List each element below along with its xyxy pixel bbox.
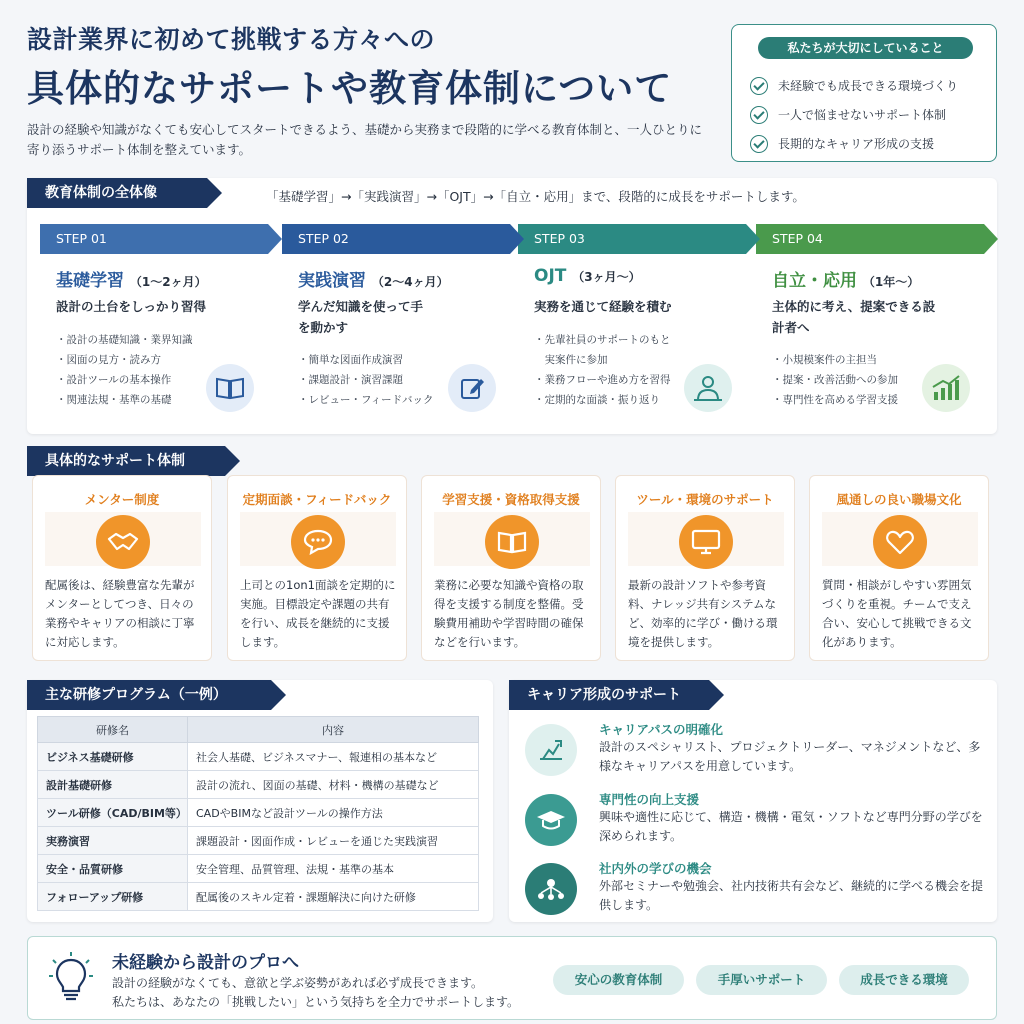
values-box <box>731 24 997 162</box>
step-point: ・設計ツールの基本操作 <box>56 374 172 386</box>
monitor-icon <box>679 515 733 569</box>
support-card-text: 最新の設計ソフトや参考資料、ナレッジ共有システムなど、効率的に学び・働ける環境を提供します。 <box>628 578 778 649</box>
step-card-02 <box>282 224 510 424</box>
step-point: ・専門性を高める学習支援 <box>772 394 898 406</box>
chat-icon <box>291 515 345 569</box>
values-item-text: 未経験でも成長できる環境づくり <box>778 79 959 93</box>
step-points <box>298 350 433 410</box>
growth-chart-icon <box>922 364 970 412</box>
footer-pill: 成長できる環境 <box>839 965 969 995</box>
table-cell: 社会人基礎、ビジネスマナー、報連相の基本など <box>188 743 479 771</box>
mentor-icon <box>684 364 732 412</box>
support-card-title: 定期面談・フィードバック <box>242 492 392 507</box>
values-item-text: 長期的なキャリア形成の支援 <box>778 137 935 151</box>
step-name <box>534 266 641 286</box>
step-name-text: OJT <box>534 266 567 286</box>
table-cell: フォローアップ研修 <box>38 883 188 911</box>
table-row <box>38 827 479 855</box>
support-card-title: メンター制度 <box>84 492 160 507</box>
step-point: ・図面の見方・読み方 <box>56 354 161 366</box>
support-card-text: 上司との1on1面談を定期的に実施。目標設定や課題の共有を行い、成長を継続的に支援します。 <box>240 578 396 649</box>
table-cell: 配属後のスキル定着・課題解決に向けた研修 <box>188 883 479 911</box>
step-number: STEP 01 <box>40 224 268 254</box>
table-cell: 設計の流れ、図面の基礎、材料・機構の基礎など <box>188 771 479 799</box>
table-cell: 安全・品質研修 <box>38 855 188 883</box>
step-duration: （2〜4ヶ月） <box>371 275 449 289</box>
graduation-cap-icon <box>525 794 577 846</box>
career-item-text: 外部セミナーや勉強会、社内技術共有会など、継続的に学べる機会を提供します。 <box>599 879 984 912</box>
step-tagline: 設計の土台をしっかり習得 <box>56 299 207 314</box>
footer-pill: 安心の教育体制 <box>553 965 684 995</box>
book-icon <box>206 364 254 412</box>
career-item-title: 社内外の学びの機会 <box>599 861 712 876</box>
step-name <box>772 266 919 291</box>
training-table <box>37 716 479 911</box>
step-points <box>534 330 671 410</box>
career-section-label: キャリア形成のサポート <box>509 680 709 710</box>
values-item <box>750 71 958 100</box>
step-points <box>772 350 898 410</box>
page-subtitle: 設計業界に初めて挑戦する方々への <box>27 25 436 54</box>
career-path-icon <box>525 724 577 776</box>
career-item-title: キャリアパスの明確化 <box>599 722 724 737</box>
step-card-03 <box>518 224 746 424</box>
step-points <box>56 330 193 410</box>
support-card-title: 風通しの良い職場文化 <box>836 492 962 507</box>
step-card-04 <box>756 224 984 424</box>
values-item <box>750 100 958 129</box>
lightbulb-icon <box>48 950 94 1010</box>
table-cell: CADやBIMなど設計ツールの操作方法 <box>188 799 479 827</box>
step-point: ・定期的な面談・振り返り <box>534 394 660 406</box>
table-cell: ビジネス基礎研修 <box>38 743 188 771</box>
step-point: ・先輩社員のサポートのもと <box>534 334 671 346</box>
table-cell: 実務演習 <box>38 827 188 855</box>
table-header: 研修名 <box>38 717 188 743</box>
footer-title: 未経験から設計のプロへ <box>112 953 299 973</box>
support-card-culture <box>809 475 989 661</box>
footer-text-line: 私たちは、あなたの「挑戦したい」という気持ちを全力でサポートします。 <box>112 995 520 1009</box>
step-name <box>56 266 207 291</box>
values-item <box>750 129 958 158</box>
footer-pill: 手厚いサポート <box>696 965 827 995</box>
page-description: 設計の経験や知識がなくても安心してスタートできるよう、基礎から実務まで段階的に学べる教育体制と、一人ひとりに寄り添うサポート体制を整えています。 <box>27 122 703 157</box>
career-item-text: 設計のスペシャリスト、プロジェクトリーダー、マネジメントなど、多様なキャリアパスを用意しています。 <box>599 740 981 773</box>
step-card-01 <box>40 224 268 424</box>
table-cell: ツール研修（CAD/BIM等） <box>38 799 188 827</box>
step-name-text: 自立・応用 <box>772 271 857 291</box>
table-cell: 設計基礎研修 <box>38 771 188 799</box>
step-duration: （3ヶ月〜） <box>572 270 641 284</box>
table-row <box>38 799 479 827</box>
education-intro: 「基礎学習」→「実践演習」→「OJT」→「自立・応用」まで、段階的に成長をサポートします。 <box>266 189 805 204</box>
edit-icon <box>448 364 496 412</box>
career-item-expertise <box>525 790 985 852</box>
check-circle-icon <box>750 106 768 124</box>
step-point: ・関連法規・基準の基礎 <box>56 394 172 406</box>
step-point: ・簡単な図面作成演習 <box>298 354 403 366</box>
check-circle-icon <box>750 77 768 95</box>
book-icon <box>485 515 539 569</box>
network-icon <box>525 863 577 915</box>
step-point: ・設計の基礎知識・業界知識 <box>56 334 193 346</box>
step-point: ・課題設計・演習課題 <box>298 374 403 386</box>
step-point: ・業務フローや進め方を習得 <box>534 374 671 386</box>
page-title: 具体的なサポートや教育体制について <box>27 67 673 110</box>
education-section-label: 教育体制の全体像 <box>27 178 207 208</box>
footer-text-line: 設計の経験がなくても、意欲と学ぶ姿勢があれば必ず成長できます。 <box>112 976 484 990</box>
table-row <box>38 883 479 911</box>
career-item-title: 専門性の向上支援 <box>599 792 700 807</box>
table-cell: 課題設計・図面作成・レビューを通じた実践演習 <box>188 827 479 855</box>
support-card-text: 質問・相談がしやすい雰囲気づくりを重視。チームで支え合い、安心して挑戦できる文化があります。 <box>822 578 972 649</box>
table-header-row <box>38 717 479 743</box>
step-number: STEP 03 <box>518 224 746 254</box>
heart-icon <box>873 515 927 569</box>
step-name-text: 基礎学習 <box>56 271 124 291</box>
handshake-icon <box>96 515 150 569</box>
step-tagline: 学んだ知識を使って手を動かす <box>298 299 424 335</box>
table-row <box>38 855 479 883</box>
career-item-path <box>525 720 985 782</box>
support-card-feedback <box>227 475 407 661</box>
support-card-mentor <box>32 475 212 661</box>
step-point: 実案件に参加 <box>534 354 608 366</box>
table-header: 内容 <box>188 717 479 743</box>
values-list <box>750 71 958 158</box>
table-row <box>38 743 479 771</box>
support-card-title: ツール・環境のサポート <box>636 492 774 507</box>
support-card-tools <box>615 475 795 661</box>
table-cell: 安全管理、品質管理、法規・基準の基本 <box>188 855 479 883</box>
values-item-text: 一人で悩ませないサポート体制 <box>778 108 947 122</box>
training-section-label: 主な研修プログラム（一例） <box>27 680 271 710</box>
step-duration: （1〜2ヶ月） <box>129 275 207 289</box>
career-item-text: 興味や適性に応じて、構造・機構・電気・ソフトなど専門分野の学びを深められます。 <box>599 810 983 843</box>
step-number: STEP 04 <box>756 224 984 254</box>
values-heading: 私たちが大切にしていること <box>758 37 973 59</box>
step-name <box>298 266 449 291</box>
step-point: ・提案・改善活動への参加 <box>772 374 898 386</box>
table-row <box>38 771 479 799</box>
check-circle-icon <box>750 135 768 153</box>
support-card-text: 業務に必要な知識や資格の取得を支援する制度を整備。受験費用補助や学習時間の確保などを行います。 <box>434 578 584 649</box>
step-tagline: 主体的に考え、提案できる設計者へ <box>772 299 936 335</box>
step-number: STEP 02 <box>282 224 510 254</box>
step-duration: （1年〜） <box>862 275 920 289</box>
step-name-text: 実践演習 <box>298 271 366 291</box>
support-card-text: 配属後は、経験豊富な先輩がメンターとしてつき、日々の業務やキャリアの相談に丁寧に対応します。 <box>45 578 195 649</box>
support-card-title: 学習支援・資格取得支援 <box>442 492 580 507</box>
support-card-learning <box>421 475 601 661</box>
support-section-label: 具体的なサポート体制 <box>27 446 225 476</box>
step-point: ・レビュー・フィードバック <box>298 394 434 406</box>
footer-text <box>112 974 519 1012</box>
step-tagline: 実務を通じて経験を積む <box>534 299 672 314</box>
step-point: ・小規模案件の主担当 <box>772 354 877 366</box>
career-item-learning <box>525 859 985 921</box>
